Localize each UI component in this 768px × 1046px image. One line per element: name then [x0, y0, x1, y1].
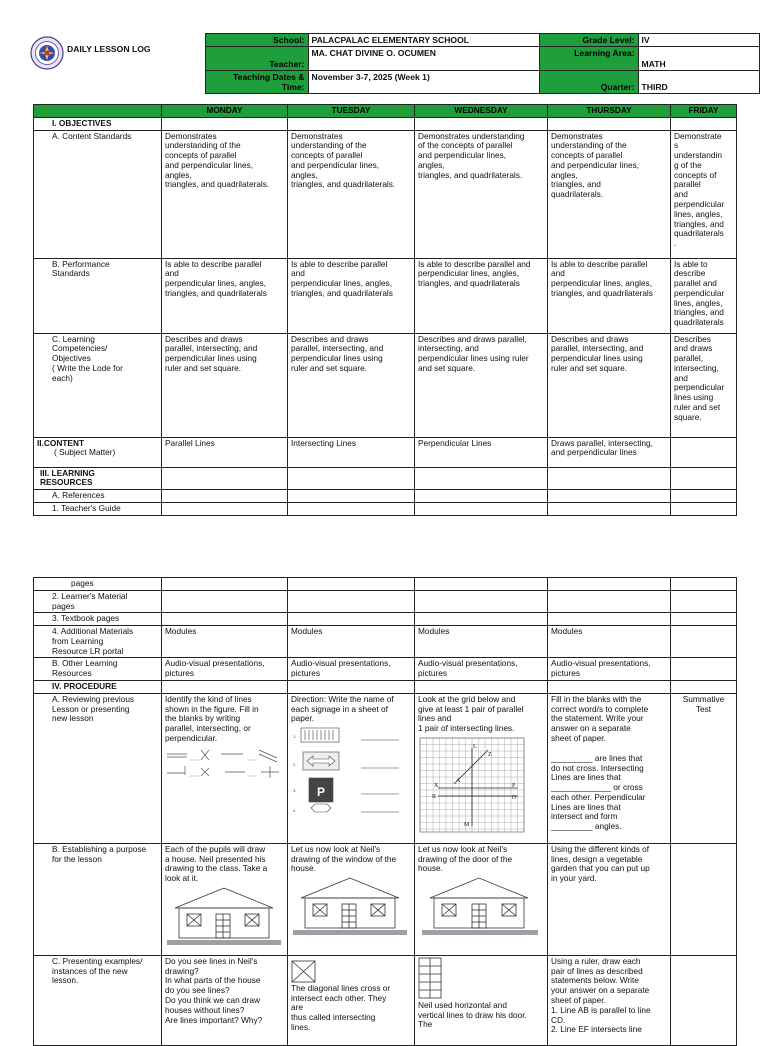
av-tue: Audio-visual presentations, pictures: [288, 658, 415, 681]
purpose-label: B. Establishing a purpose for the lesson: [34, 843, 162, 955]
lesson-table-part2: [33, 577, 737, 1046]
intersecting-window-figure: [291, 960, 317, 984]
grid-label-a: A: [456, 777, 461, 784]
performance-fri: Is able to describe parallel and perpendicular lines, angles, triangles, and quadrilaterals: [671, 258, 737, 333]
examples-wed-cell: [415, 955, 548, 1045]
area-value: MATH: [638, 47, 759, 71]
review-thu-cell: [548, 693, 671, 843]
svg-text:P: P: [317, 785, 326, 800]
procedure-label: IV. PROCEDURE: [34, 681, 162, 694]
performance-tue: Is able to describe parallel and perpendicular lines, angles, triangles, and quadrilaterals: [288, 258, 415, 333]
review-thu-instructions: Fill in the blanks with the correct word/s to complete the statement. Write your answer on a separate sheet of paper.: [551, 693, 649, 743]
purpose-tue-cell: [288, 843, 415, 955]
grid-label-x: X: [434, 782, 439, 789]
learners-material-label: 2. Learner's Material pages: [34, 590, 162, 613]
door-grid-figure: [418, 957, 444, 1001]
house-drawing-wed: [418, 876, 542, 940]
content-label: II.CONTENT: [37, 437, 85, 448]
school-label: School:: [205, 34, 308, 47]
grade-value: IV: [638, 34, 759, 47]
teachers-guide-label: 1. Teacher's Guide: [34, 502, 162, 515]
examples-mon: Do you see lines in Neil's drawing? In what parts of the house do you see lines? Do you think we can draw houses without lines? Are lines important? Why?: [162, 955, 288, 1045]
content-mon: Parallel Lines: [162, 437, 288, 467]
day-header-tuesday: TUESDAY: [288, 105, 415, 118]
competencies-label: C. Learning Competencies/ Objectives ( Write the Lode for each): [34, 333, 162, 437]
competencies-tue: Describes and draws parallel, intersecting, and perpendicular lines using ruler and set square.: [288, 333, 415, 437]
purpose-wed-cell: [415, 843, 548, 955]
review-wed-cell: [415, 693, 548, 843]
school-value: PALACPALAC ELEMENTARY SCHOOL: [308, 34, 539, 47]
review-mon-text: Identify the kind of lines shown in the figure. Fill in the blanks by writing parallel, intersecting, or perpendicular.: [165, 693, 259, 743]
review-label: A. Reviewing previous Lesson or presenting new lesson: [34, 693, 162, 843]
header-table: [30, 33, 760, 94]
performance-standards-label: B. Performance Standards: [34, 258, 162, 333]
competencies-fri: Describes and draws parallel, intersecting, and perpendicular lines using ruler and set square.: [671, 333, 737, 437]
grid-label-r: R: [432, 793, 437, 800]
house-drawing-tue: [291, 876, 409, 942]
competencies-wed: Describes and draws parallel, intersecting, and perpendicular lines using ruler and set square.: [415, 333, 548, 437]
content-standards-label: A. Content Standards: [34, 130, 162, 258]
grid-figure: [418, 736, 526, 834]
performance-mon: Is able to describe parallel and perpendicular lines, angles, triangles, and quadrilaterals: [162, 258, 288, 333]
content-standards-fri: Demonstrate s understandin g of the concepts of parallel and perpendicular lines, angles, triangles, and quadrilaterals .: [671, 130, 737, 258]
quarter-value: THIRD: [638, 71, 759, 94]
day-header-thursday: THURSDAY: [548, 105, 671, 118]
log-title: DAILY LESSON LOG: [67, 43, 151, 54]
grid-label-m: M: [464, 821, 470, 828]
modules-mon: Modules: [162, 626, 288, 658]
day-header-wednesday: WEDNESDAY: [415, 105, 548, 118]
svg-text:2.: 2.: [293, 762, 297, 768]
teacher-value: MA. CHAT DIVINE O. OCUMEN: [308, 47, 539, 71]
grid-label-p: P: [512, 782, 516, 789]
modules-thu: Modules: [548, 626, 671, 658]
svg-text:3.: 3.: [293, 788, 297, 794]
content-thu: Draws parallel, intersecting, and perpendicular lines: [548, 437, 671, 467]
pages-label: pages: [34, 578, 162, 591]
purpose-mon-cell: [162, 843, 288, 955]
textbook-pages-label: 3. Textbook pages: [34, 613, 162, 626]
dates-value: November 3-7, 2025 (Week 1): [308, 71, 539, 94]
learning-resources-label: III. LEARNING RESOURCES: [34, 467, 162, 490]
performance-thu: Is able to describe parallel and perpendicular lines, angles, triangles, and quadrilaterals: [548, 258, 671, 333]
svg-text:1.: 1.: [293, 734, 297, 740]
av-wed: Audio-visual presentations, pictures: [415, 658, 548, 681]
purpose-tue-text: Let us now look at Neil's drawing of the window of the house.: [291, 843, 397, 874]
modules-wed: Modules: [415, 626, 548, 658]
grade-label: Grade Level:: [539, 34, 638, 47]
references-label: A. References: [34, 490, 162, 503]
objectives-label: I. OBJECTIVES: [34, 117, 162, 130]
day-header-friday: FRIDAY: [671, 105, 737, 118]
lesson-table-part1: [33, 104, 737, 516]
review-wed-text: Look at the grid below and give at least 1 pair of parallel lines and 1 pair of intersecting lines.: [418, 693, 524, 734]
purpose-thu: Using the different kinds of lines, design a vegetable garden that you can put up in your yard.: [548, 843, 671, 955]
review-tue-cell: [288, 693, 415, 843]
content-wed: Perpendicular Lines: [415, 437, 548, 467]
line-types-figure: [165, 746, 283, 780]
examples-tue-cell: [288, 955, 415, 1045]
quarter-label: Quarter:: [539, 71, 638, 94]
purpose-mon-text: Each of the pupils will draw a house. Neil presented his drawing to the class. Take a look at it.: [165, 843, 268, 884]
content-standards-thu: Demonstrates understanding of the concepts of parallel and perpendicular lines, angles, triangles, and quadrilaterals.: [548, 130, 671, 258]
competencies-mon: Describes and draws parallel, intersecting, and perpendicular lines using ruler and set square.: [162, 333, 288, 437]
grid-label-o: O: [512, 794, 517, 801]
examples-label: C. Presenting examples/ instances of the new lesson.: [34, 955, 162, 1045]
review-tue-text: Direction: Write the name of each signage in a sheet of paper.: [291, 693, 394, 724]
av-thu: Audio-visual presentations, pictures: [548, 658, 671, 681]
teacher-label: Teacher:: [205, 47, 308, 71]
purpose-wed-text: Let us now look at Neil's drawing of the door of the house.: [418, 843, 513, 874]
subject-matter-label: ( Subject Matter): [54, 447, 116, 458]
day-header-monday: MONDAY: [162, 105, 288, 118]
examples-thu: Using a ruler, draw each pair of lines as described statements below. Write your answer on a separate sheet of paper. 1. Line AB is parallel to line CD. 2. Line EF intersects line: [548, 955, 671, 1045]
grid-label-z: Z: [488, 751, 492, 758]
examples-tue-text: The diagonal lines cross or intersect each other. They are thus called intersecting lines.: [291, 982, 391, 1032]
review-thu-blanks: _________ are lines that do not cross. Intersecting Lines are lines that _____________ or cross each other. Perpendicular Lines are lines that intersect and form _________ angles.: [551, 752, 646, 832]
content-tue: Intersecting Lines: [288, 437, 415, 467]
av-mon: Audio-visual presentations, pictures: [162, 658, 288, 681]
grid-label-l: L: [473, 743, 477, 750]
review-fri: Summative Test: [671, 693, 737, 843]
competencies-thu: Describes and draws parallel, intersecting, and perpendicular lines using ruler and set square.: [548, 333, 671, 437]
svg-text:4.: 4.: [293, 808, 297, 814]
performance-wed: Is able to describe parallel and perpendicular lines, angles, triangles, and quadrilaterals: [415, 258, 548, 333]
content-standards-mon: Demonstrates understanding of the concepts of parallel and perpendicular lines, angles, triangles, and quadrilaterals.: [162, 130, 288, 258]
content-standards-wed: Demonstrates understanding of the concepts of parallel and perpendicular lines, angles, triangles, and quadrilaterals.: [415, 130, 548, 258]
other-resources-label: B. Other Learning Resources: [34, 658, 162, 681]
review-mon-cell: [162, 693, 288, 843]
house-drawing-mon: [165, 886, 283, 946]
signage-figure: [291, 726, 411, 816]
content-standards-tue: Demonstrates understanding of the concepts of parallel and perpendicular lines, angles, triangles, and quadrilaterals.: [288, 130, 415, 258]
modules-tue: Modules: [288, 626, 415, 658]
area-label: Learning Area:: [539, 47, 638, 71]
content-label-cell: [34, 437, 162, 467]
examples-wed-text: Neil used horizontal and vertical lines to draw his door. The: [418, 999, 527, 1030]
additional-materials-label: 4. Additional Materials from Learning Resource LR portal: [34, 626, 162, 658]
dates-label: Teaching Dates & Time:: [205, 71, 308, 94]
